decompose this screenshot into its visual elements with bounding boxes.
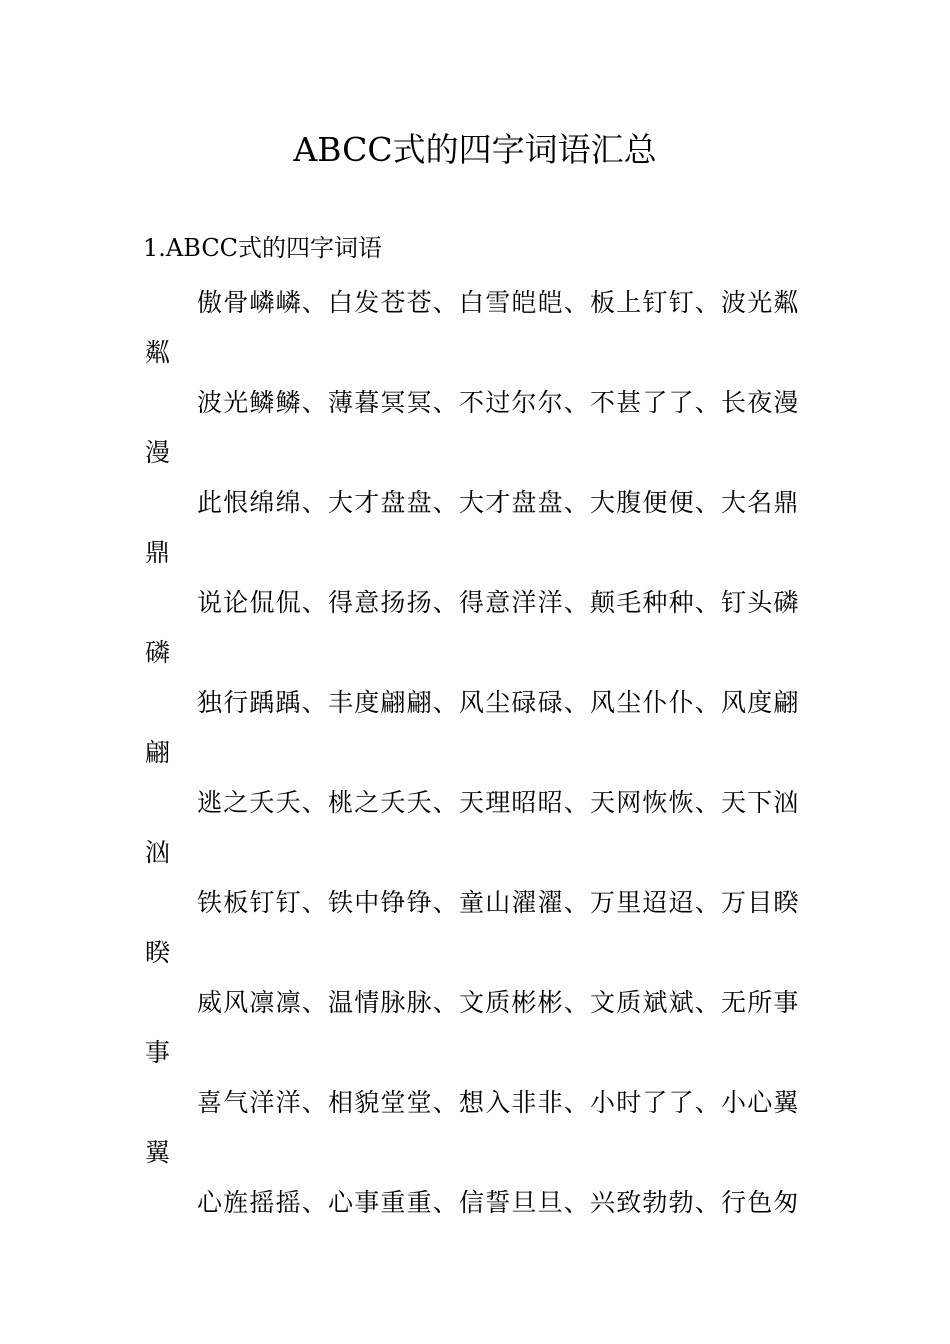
- paragraph: 喜气洋洋、相貌堂堂、想入非非、小时了了、小心翼翼: [145, 1088, 800, 1167]
- paragraph: 心旌摇摇、心事重重、信誓旦旦、兴致勃勃、行色匆: [197, 1188, 800, 1217]
- section-heading: 1.ABCC式的四字词语: [143, 234, 383, 262]
- page-title: ABCC式的四字词语汇总: [293, 130, 657, 169]
- paragraph: 威风凛凛、温情脉脉、文质彬彬、文质斌斌、无所事事: [145, 988, 800, 1067]
- paragraph: 逃之夭夭、桃之夭夭、天理昭昭、天网恢恢、天下汹汹: [145, 788, 800, 867]
- paragraph: 波光鳞鳞、薄暮冥冥、不过尔尔、不甚了了、长夜漫漫: [145, 388, 800, 467]
- paragraph: 独行踽踽、丰度翩翩、风尘碌碌、风尘仆仆、风度翩翩: [145, 688, 800, 767]
- paragraph: 说论侃侃、得意扬扬、得意洋洋、颠毛种种、钉头磷磷: [145, 588, 800, 667]
- paragraph: 傲骨嶙嶙、白发苍苍、白雪皑皑、板上钉钉、波光粼粼: [145, 288, 800, 367]
- body-text: [145, 278, 807, 1228]
- paragraph: 铁板钉钉、铁中铮铮、童山濯濯、万里迢迢、万目睽睽: [145, 888, 800, 967]
- paragraph: 此恨绵绵、大才盘盘、大才盘盘、大腹便便、大名鼎鼎: [145, 488, 800, 567]
